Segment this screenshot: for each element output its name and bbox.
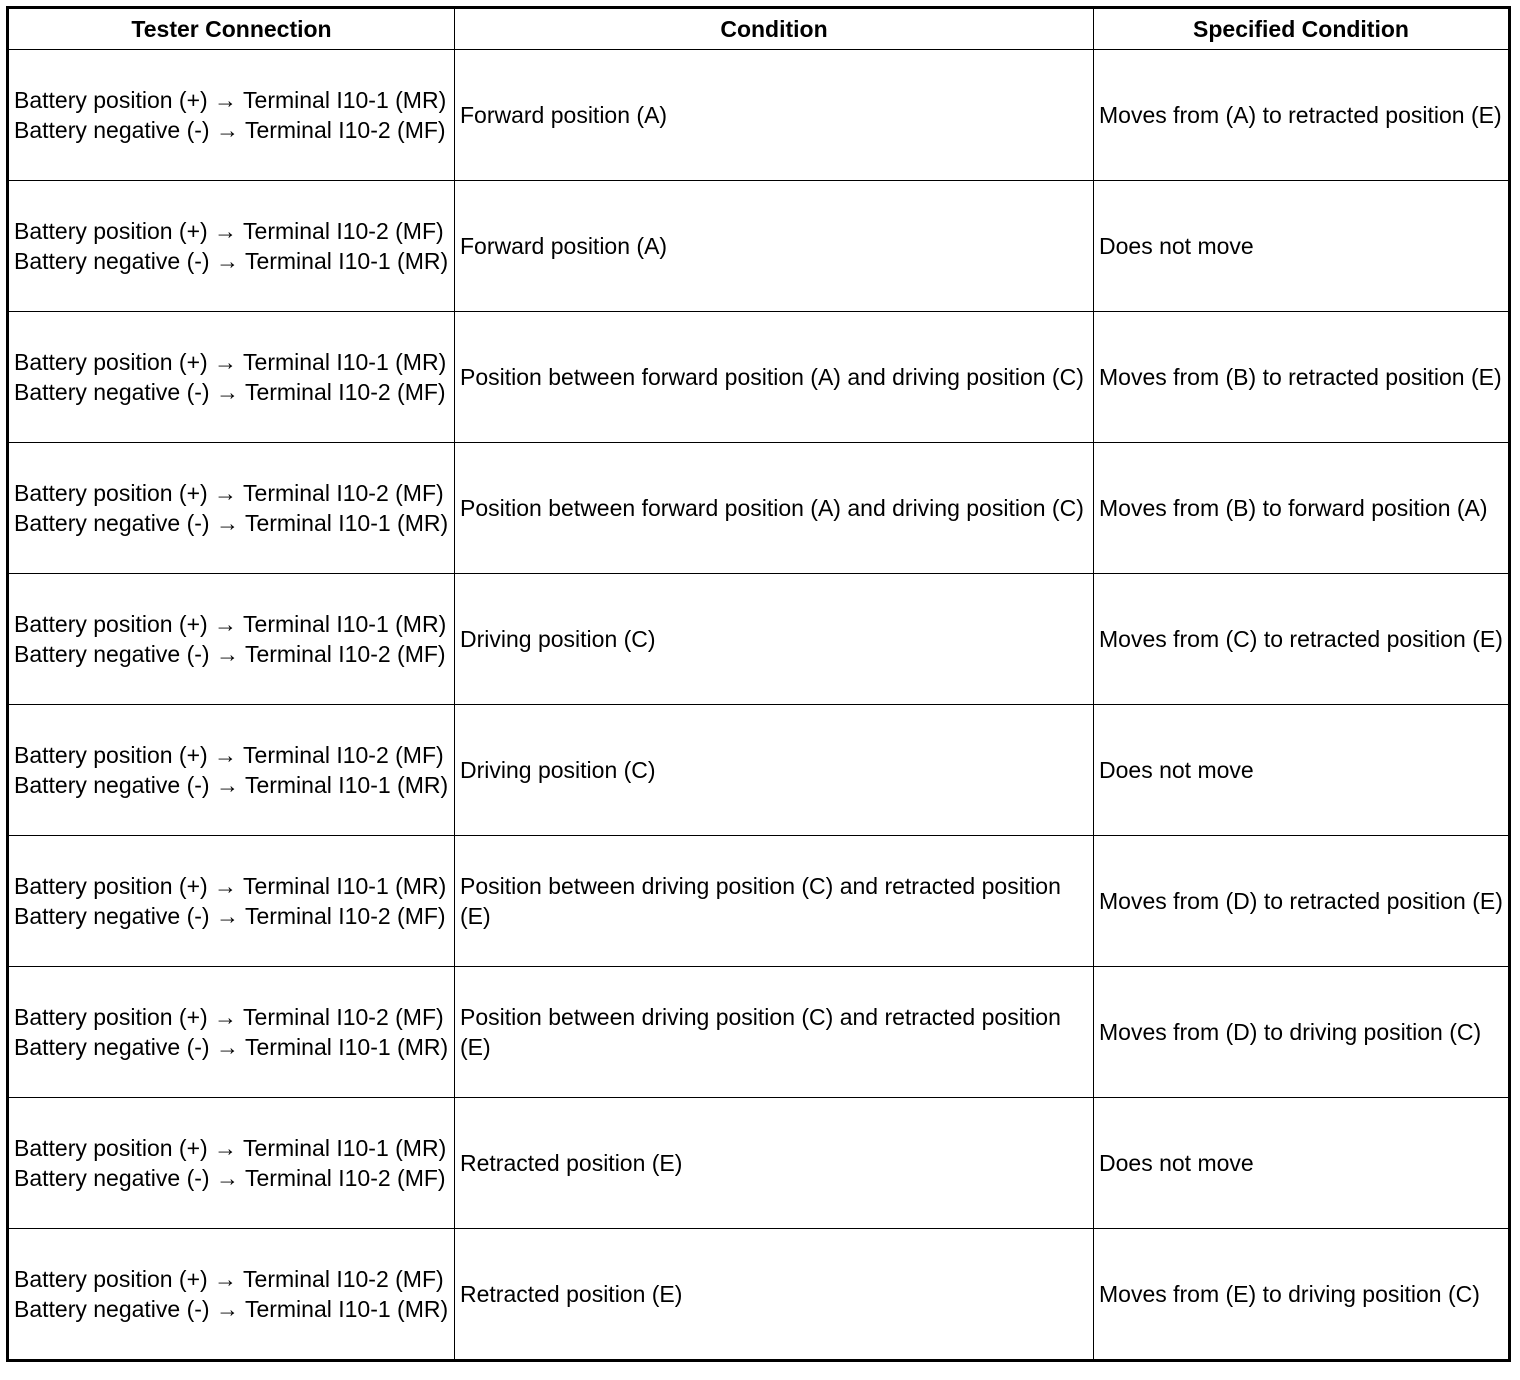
negative-connection: Battery negative (-) → Terminal I10-1 (MR) — [14, 1034, 449, 1060]
table-row — [8, 1098, 1510, 1229]
header-tester-connection: Tester Connection — [8, 8, 455, 50]
negative-connection: Battery negative (-) → Terminal I10-1 (MR) — [14, 248, 449, 274]
positive-connection: Battery position (+) → Terminal I10-1 (MR) — [14, 611, 447, 637]
tester-connection-cell — [8, 50, 455, 181]
specified-condition-cell: Moves from (B) to forward position (A) — [1094, 443, 1510, 574]
specified-condition-cell: Moves from (D) to retracted position (E) — [1094, 836, 1510, 967]
positive-connection: Battery position (+) → Terminal I10-2 (MF) — [14, 1266, 444, 1292]
negative-connection: Battery negative (-) → Terminal I10-1 (MR) — [14, 510, 449, 536]
table-row — [8, 50, 1510, 181]
tester-connection-cell — [8, 836, 455, 967]
negative-connection: Battery negative (-) → Terminal I10-2 (MF) — [14, 379, 446, 405]
positive-connection: Battery position (+) → Terminal I10-2 (MF) — [14, 480, 444, 506]
header-specified-condition: Specified Condition — [1094, 8, 1510, 50]
tester-connection-cell — [8, 312, 455, 443]
header-row — [8, 8, 1510, 50]
specified-condition-cell: Moves from (C) to retracted position (E) — [1094, 574, 1510, 705]
condition-cell: Retracted position (E) — [455, 1229, 1094, 1361]
tester-connection-cell — [8, 1229, 455, 1361]
positive-connection: Battery position (+) → Terminal I10-1 (MR) — [14, 873, 447, 899]
positive-connection: Battery position (+) → Terminal I10-1 (MR) — [14, 1135, 447, 1161]
negative-connection: Battery negative (-) → Terminal I10-2 (MF) — [14, 117, 446, 143]
specified-condition-cell: Does not move — [1094, 705, 1510, 836]
specified-condition-cell: Moves from (B) to retracted position (E) — [1094, 312, 1510, 443]
condition-cell: Position between driving position (C) and retracted position (E) — [455, 967, 1094, 1098]
specified-condition-cell: Moves from (D) to driving position (C) — [1094, 967, 1510, 1098]
condition-cell: Retracted position (E) — [455, 1098, 1094, 1229]
tester-connection-cell — [8, 574, 455, 705]
condition-cell: Driving position (C) — [455, 705, 1094, 836]
tester-connection-cell — [8, 1098, 455, 1229]
negative-connection: Battery negative (-) → Terminal I10-2 (MF) — [14, 641, 446, 667]
table-row — [8, 443, 1510, 574]
specified-condition-cell: Does not move — [1094, 1098, 1510, 1229]
specified-condition-cell: Does not move — [1094, 181, 1510, 312]
table-row — [8, 1229, 1510, 1361]
table-row — [8, 967, 1510, 1098]
specified-condition-cell: Moves from (E) to driving position (C) — [1094, 1229, 1510, 1361]
positive-connection: Battery position (+) → Terminal I10-2 (MF) — [14, 1004, 444, 1030]
negative-connection: Battery negative (-) → Terminal I10-2 (MF) — [14, 903, 446, 929]
specified-condition-cell: Moves from (A) to retracted position (E) — [1094, 50, 1510, 181]
tester-connection-cell — [8, 967, 455, 1098]
condition-cell: Position between forward position (A) and driving position (C) — [455, 443, 1094, 574]
spec-table — [6, 6, 1511, 1362]
positive-connection: Battery position (+) → Terminal I10-1 (MR) — [14, 349, 447, 375]
positive-connection: Battery position (+) → Terminal I10-2 (MF) — [14, 218, 444, 244]
table-row — [8, 181, 1510, 312]
condition-cell: Position between driving position (C) and retracted position (E) — [455, 836, 1094, 967]
tester-connection-cell — [8, 181, 455, 312]
table-row — [8, 836, 1510, 967]
negative-connection: Battery negative (-) → Terminal I10-1 (MR) — [14, 772, 449, 798]
header-condition: Condition — [455, 8, 1094, 50]
table-row — [8, 574, 1510, 705]
condition-cell: Driving position (C) — [455, 574, 1094, 705]
condition-cell: Forward position (A) — [455, 181, 1094, 312]
tester-connection-cell — [8, 443, 455, 574]
negative-connection: Battery negative (-) → Terminal I10-2 (MF) — [14, 1165, 446, 1191]
condition-cell: Forward position (A) — [455, 50, 1094, 181]
positive-connection: Battery position (+) → Terminal I10-1 (MR) — [14, 87, 447, 113]
positive-connection: Battery position (+) → Terminal I10-2 (MF) — [14, 742, 444, 768]
condition-cell: Position between forward position (A) and driving position (C) — [455, 312, 1094, 443]
table-row — [8, 312, 1510, 443]
table-row — [8, 705, 1510, 836]
tester-connection-cell — [8, 705, 455, 836]
negative-connection: Battery negative (-) → Terminal I10-1 (MR) — [14, 1296, 449, 1322]
